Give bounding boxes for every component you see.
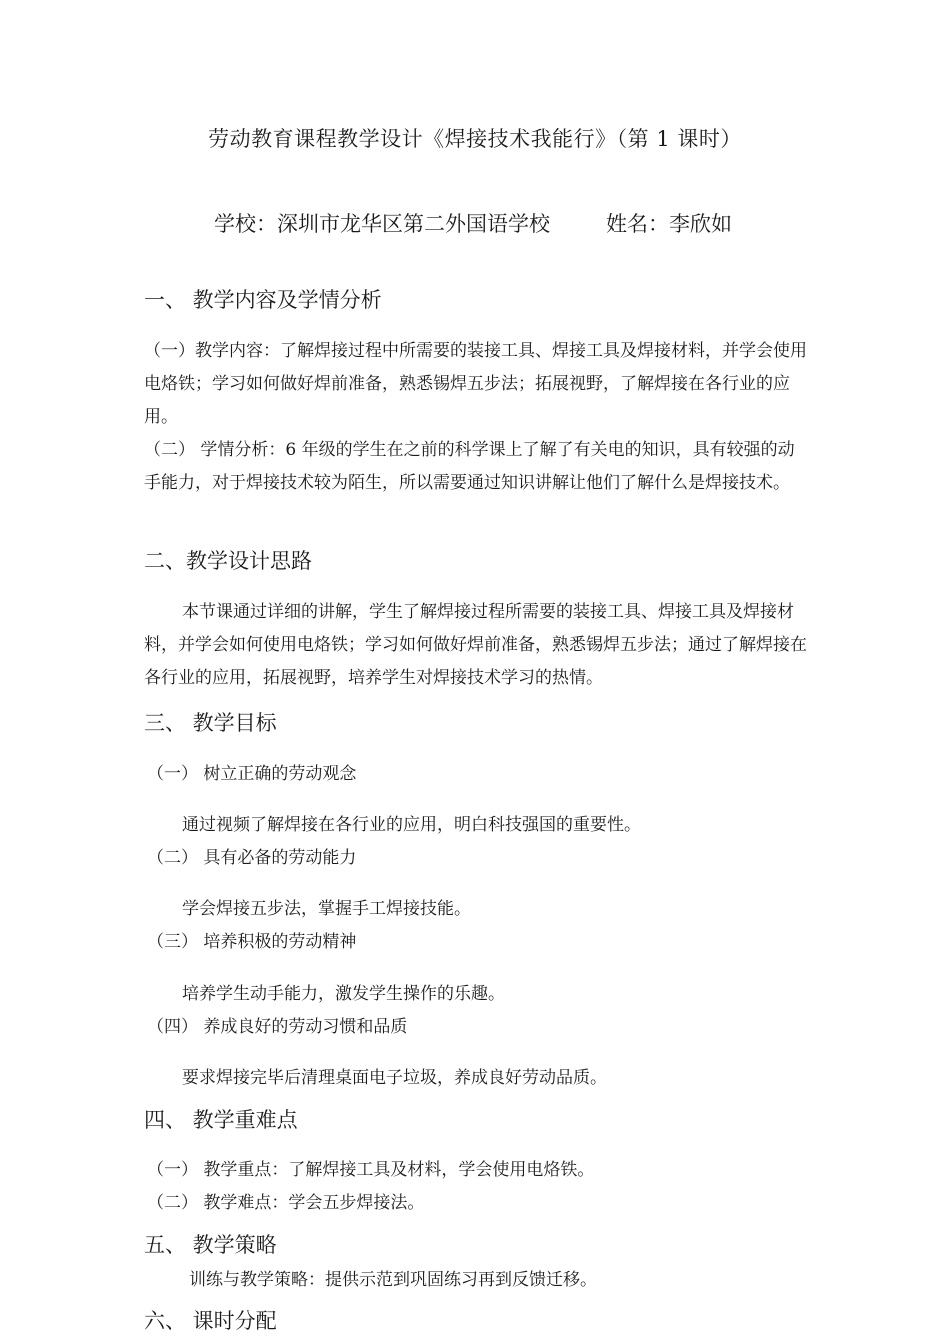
objective-label-3: （三） 培养积极的劳动精神	[147, 932, 357, 952]
key-point-line: （一） 教学重点：了解焊接工具及材料，学会使用电烙铁。	[147, 1160, 595, 1180]
section-1-paragraph-content: （一）教学内容：了解焊接过程中所需要的装接工具、焊接工具及焊接材料，并学会使用电烙铁；学习如何做好焊前准备，熟悉锡焊五步法；拓展视野，了解焊接在各行业的应用。	[144, 341, 807, 427]
section-heading-2: 二、教学设计思路	[144, 549, 312, 573]
school-line: 学校：深圳市龙华区第二外国语学校	[214, 212, 550, 236]
section-heading-3: 三、 教学目标	[144, 711, 277, 735]
objective-label-1: （一） 树立正确的劳动观念	[147, 764, 357, 784]
section-heading-1: 一、 教学内容及学情分析	[144, 288, 382, 312]
section-heading-5: 五、 教学策略	[144, 1233, 277, 1257]
section-1-paragraph-analysis: （二） 学情分析：6 年级的学生在之前的科学课上了解了有关电的知识，具有较强的动手能力，对于焊接技术较为陌生，所以需要通过知识讲解让他们了解什么是焊接技术。	[144, 440, 795, 493]
document-title: 劳动教育课程教学设计《焊接技术我能行》（第 1 课时）	[208, 127, 742, 151]
objective-text-3: 培养学生动手能力，激发学生操作的乐趣。	[182, 984, 505, 1004]
objective-text-2: 学会焊接五步法，掌握手工焊接技能。	[182, 899, 471, 919]
section-heading-6: 六、 课时分配	[144, 1309, 277, 1333]
section-2-paragraph: 本节课通过详细的讲解，学生了解焊接过程所需要的装接工具、焊接工具及焊接材料，并学会如何使用电烙铁；学习如何做好焊前准备，熟悉锡焊五步法；通过了解焊接在各行业的应用，拓展视野，培养学生对焊接技术学习的热情。	[144, 602, 807, 688]
strategy-line: 训练与教学策略：提供示范到巩固练习再到反馈迁移。	[189, 1270, 597, 1290]
objective-text-1: 通过视频了解焊接在各行业的应用，明白科技强国的重要性。	[182, 815, 641, 835]
section-heading-4: 四、 教学重难点	[144, 1108, 298, 1132]
difficult-point-line: （二） 教学难点：学会五步焊接法。	[147, 1193, 425, 1213]
objective-label-4: （四） 养成良好的劳动习惯和品质	[147, 1017, 408, 1037]
objective-label-2: （二） 具有必备的劳动能力	[147, 848, 357, 868]
author-name-line: 姓名：李欣如	[606, 212, 732, 236]
objective-text-4: 要求焊接完毕后清理桌面电子垃圾，养成良好劳动品质。	[182, 1068, 607, 1088]
